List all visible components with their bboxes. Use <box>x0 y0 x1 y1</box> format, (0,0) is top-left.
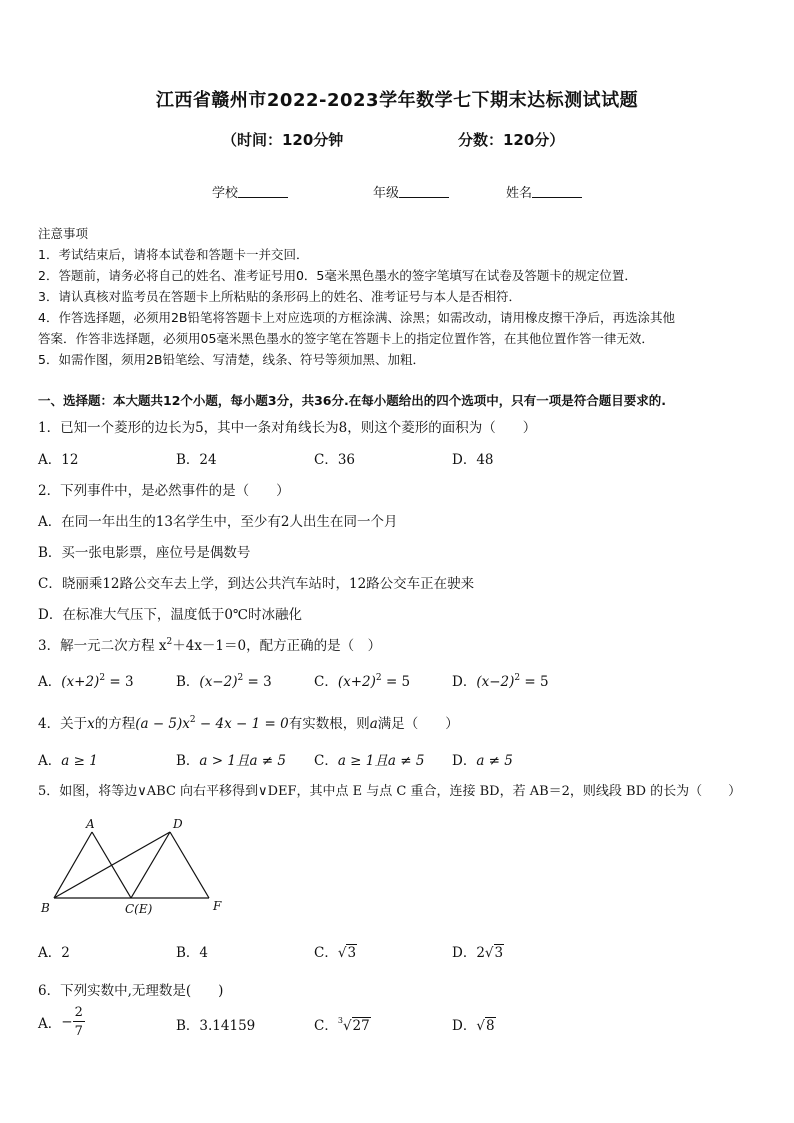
q6-option-c <box>314 1014 371 1034</box>
q2-option-a: A．在同一年出生的13名学生中，至少有2人出生在同一个月 <box>38 514 398 530</box>
fraction <box>73 1006 85 1038</box>
option-label: C． <box>314 1018 338 1034</box>
option-math: (x−2) <box>199 674 238 690</box>
radicand: 8 <box>485 1018 495 1034</box>
option-value: 3.14159 <box>199 1018 256 1034</box>
option-label: D． <box>452 674 477 690</box>
option-exp: 2 <box>99 673 106 683</box>
segment-ed <box>131 832 170 898</box>
radicand: 3 <box>347 945 357 961</box>
option-rhs: = 5 <box>524 674 549 690</box>
option-sign: − <box>61 1014 73 1030</box>
q4-var: x <box>87 716 95 732</box>
coefficient: 2 <box>476 945 485 961</box>
q3-stem-part: 3．解一元二次方程 x <box>38 638 167 654</box>
q2-option-b: B．买一张电影票，座位号是偶数号 <box>38 545 251 561</box>
label-f: F <box>213 899 222 913</box>
option-math: a ≥ 1 <box>61 753 98 769</box>
root-index: 3 <box>337 1016 343 1025</box>
q4-option-c <box>314 749 424 769</box>
option-label: B． <box>176 1018 200 1034</box>
segment-df <box>170 832 209 898</box>
option-value: 2 <box>61 945 70 961</box>
option-label: D． <box>452 945 477 961</box>
label-ce: C(E) <box>125 902 153 916</box>
sqrt-expression: √8 <box>476 1018 495 1034</box>
question-6-stem: 6．下列实数中,无理数是( ) <box>38 983 224 999</box>
school-blank <box>238 185 288 198</box>
q6-option-a <box>38 1006 85 1038</box>
q6-option-b <box>176 1014 255 1034</box>
cbrt-expression: √27 <box>342 1018 370 1034</box>
q1-option-d: D．48 <box>452 452 494 468</box>
q3-option-a <box>38 670 134 690</box>
page-title: 江西省赣州市2022-2023学年数学七下期末达标测试试题 <box>155 90 639 111</box>
notice-item: 1．考试结束后，请将本试卷和答题卡一并交回． <box>38 247 309 262</box>
label-b: B <box>41 901 50 915</box>
segment-ab <box>54 832 92 898</box>
q5-triangle-figure <box>36 812 236 920</box>
question-4-stem <box>38 712 459 732</box>
q5-option-b <box>176 941 208 961</box>
numerator: 2 <box>74 1005 83 1020</box>
option-label: C． <box>314 753 338 769</box>
q4-text: 的方程 <box>94 716 136 732</box>
sqrt-expression: √3 <box>484 945 504 961</box>
q1-option-a: A．12 <box>38 452 79 468</box>
sqrt-expression: √3 <box>337 945 357 961</box>
name-blank <box>532 185 582 198</box>
notice-heading: 注意事项 <box>38 226 89 241</box>
segment-bd <box>54 832 170 898</box>
option-math: a > 1且a ≠ 5 <box>199 753 286 769</box>
option-rhs: = 3 <box>109 674 134 690</box>
school-field <box>212 182 288 201</box>
notice-item: 答案．作答非选择题，必须用05毫米黑色墨水的签字笔在答题卡上的指定位置作答，在其他位置作答一律无效． <box>38 331 654 346</box>
notice-item: 4．作答选择题，必须用2B铅笔将答题卡上对应选项的方框涂满、涂黑；如需改动，请用橡皮擦干净后，再选涂其他 <box>38 310 675 325</box>
notice-item: 3．请认真核对监考员在答题卡上所粘贴的条形码上的姓名、准考证号与本人是否相符． <box>38 289 521 304</box>
option-math: a ≥ 1且a ≠ 5 <box>337 753 425 769</box>
option-rhs: = 3 <box>247 674 272 690</box>
option-rhs: = 5 <box>385 674 411 690</box>
q5-option-d <box>452 941 504 961</box>
label-d: D <box>173 817 183 831</box>
section-heading: 一、选择题：本大题共12个小题，每小题3分，共36分.在每小题给出的四个选项中，只有一项是符合题目要求的. <box>38 393 666 408</box>
option-label: A． <box>38 945 62 961</box>
q3-stem-part: ＋4x－1＝0，配方正确的是（ ） <box>172 638 382 654</box>
q4-equation: (a − 5)x <box>135 716 190 732</box>
option-math: (x−2) <box>476 674 515 690</box>
q1-option-c: C．36 <box>314 452 356 468</box>
question-2-stem: 2．下列事件中，是必然事件的是（ ） <box>38 483 290 499</box>
option-label: C． <box>314 674 338 690</box>
q4-sup: 2 <box>189 715 196 725</box>
q3-option-c <box>314 670 410 690</box>
question-3-stem <box>38 634 381 654</box>
q4-option-b <box>176 749 286 769</box>
notice-item: 2．答题前，请务必将自己的姓名、准考证号用0．5毫米黑色墨水的签字笔填写在试卷及答题卡的规定位置． <box>38 268 637 283</box>
option-label: B． <box>176 753 200 769</box>
q1-option-b: B．24 <box>176 452 217 468</box>
q3-stem-sup: 2 <box>166 637 173 647</box>
q4-text: 满足（ ） <box>377 716 459 732</box>
option-math: a ≠ 5 <box>476 753 513 769</box>
option-label: B． <box>176 945 200 961</box>
grade-field <box>373 182 449 201</box>
denominator: 7 <box>74 1024 83 1039</box>
q4-equation: − 4x − 1 = 0 <box>195 716 289 732</box>
q5-option-a <box>38 941 70 961</box>
option-exp: 2 <box>237 673 244 683</box>
name-field <box>506 182 582 201</box>
q3-option-d <box>452 670 549 690</box>
option-label: A． <box>38 753 62 769</box>
option-exp: 2 <box>375 673 382 683</box>
question-5-stem: 5．如图，将等边∨ABC 向右平移得到∨DEF，其中点 E 与点 C 重合，连接 BD，若 AB＝2，则线段 BD 的长为（ ） <box>38 784 742 799</box>
option-label: A． <box>38 674 62 690</box>
radicand: 27 <box>352 1018 370 1034</box>
option-math: (x+2) <box>61 674 100 690</box>
q4-var: a <box>369 716 378 732</box>
option-math: (x+2) <box>337 674 376 690</box>
q4-text: 4．关于 <box>38 716 88 732</box>
option-label: D． <box>452 1018 477 1034</box>
option-label: A． <box>38 1016 62 1032</box>
q6-option-d <box>452 1014 496 1034</box>
grade-blank <box>399 185 449 198</box>
option-value: 4 <box>199 945 209 961</box>
option-exp: 2 <box>514 673 521 683</box>
notice-item: 5．如需作图，须用2B铅笔绘、写清楚，线条、符号等须加黑、加粗． <box>38 352 425 367</box>
school-label: 学校 <box>212 186 239 201</box>
grade-label: 年级 <box>373 186 400 201</box>
q3-option-b <box>176 670 272 690</box>
label-a: A <box>86 817 95 831</box>
option-label: D． <box>452 753 477 769</box>
q2-option-c: C．晓丽乘12路公交车去上学，到达公共汽车站时，12路公交车正在驶来 <box>38 576 475 592</box>
option-label: B． <box>176 674 200 690</box>
q4-option-d <box>452 749 513 769</box>
option-label: C． <box>314 945 338 961</box>
radicand: 3 <box>494 945 504 961</box>
q2-option-d: D．在标准大气压下，温度低于0℃时冰融化 <box>38 607 303 623</box>
exam-time: （时间：120分钟 <box>222 131 344 149</box>
question-1-stem: 1．已知一个菱形的边长为5，其中一条对角线长为8，则这个菱形的面积为（ ） <box>38 420 537 436</box>
q4-text: 有实数根，则 <box>288 716 370 732</box>
exam-score: 分数：120分） <box>458 131 565 149</box>
q4-option-a <box>38 749 98 769</box>
q5-option-c <box>314 941 357 961</box>
name-label: 姓名 <box>506 186 533 201</box>
